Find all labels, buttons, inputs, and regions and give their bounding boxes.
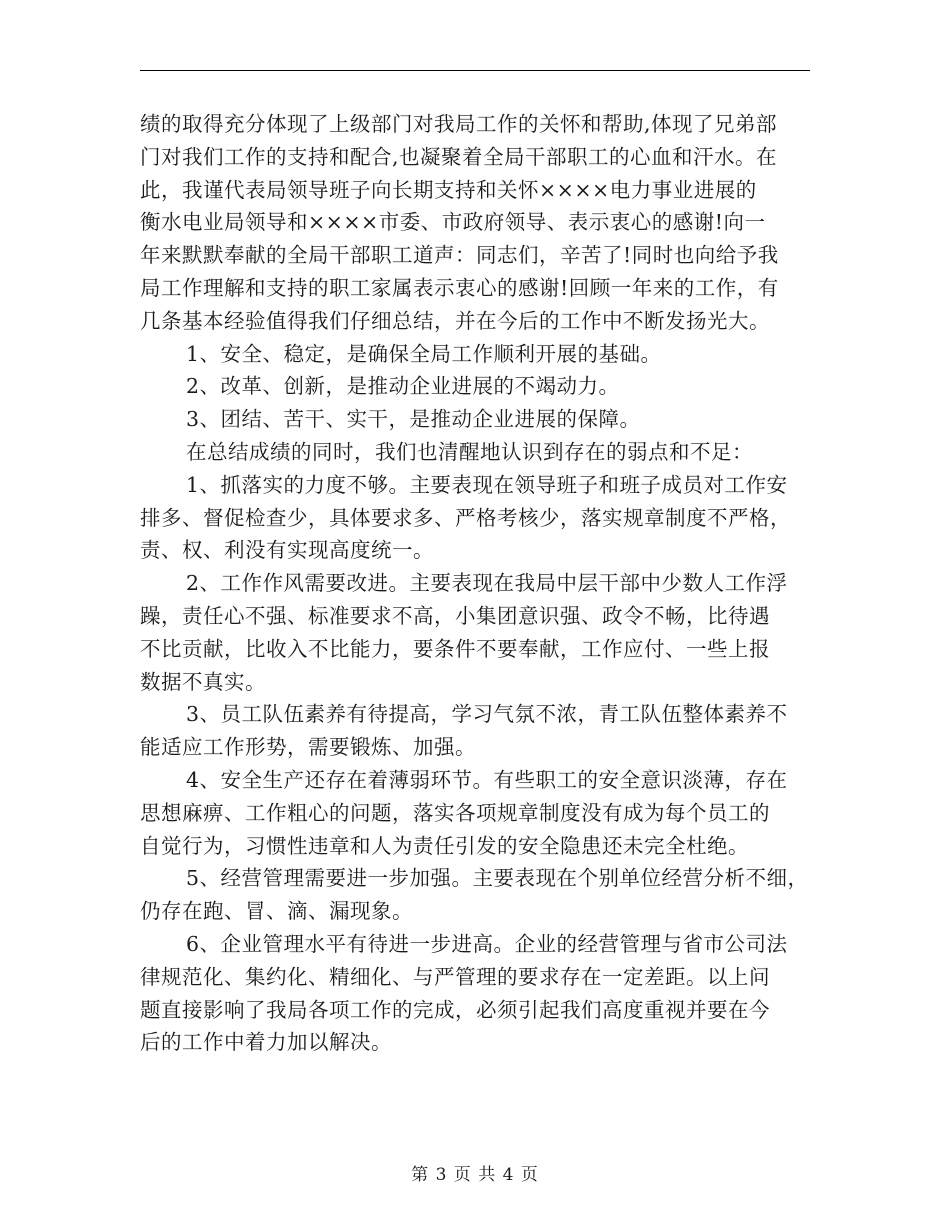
text-line: 责、权、利没有实现高度统一。 xyxy=(140,538,434,563)
paragraph-start-line: 在总结成绩的同时，我们也清醒地认识到存在的弱点和不足： xyxy=(186,439,753,464)
paragraph-start-line: 3、员工队伍素养有待提高，学习气氛不浓，青工队伍整体素养不 xyxy=(186,702,788,727)
text-line: 题直接影响了我局各项工作的完成，必须引起我们高度重视并要在今 xyxy=(140,997,770,1022)
text-line: 几条基本经验值得我们仔细总结，并在今后的工作中不断发扬光大。 xyxy=(140,308,770,333)
text-line: 数据不真实。 xyxy=(140,669,266,694)
paragraph-start-line: 1、安全、稳定，是确保全局工作顺利开展的基础。 xyxy=(186,341,662,366)
text-line: 躁，责任心不强、标准要求不高，小集团意识强、政令不畅，比待遇 xyxy=(140,603,770,628)
paragraph-start-line: 5、经营管理需要进一步加强。主要表现在个别单位经营分析不细， xyxy=(186,866,809,891)
text-line: 能适应工作形势，需要锻炼、加强。 xyxy=(140,735,476,760)
paragraph-start-line: 2、工作作风需要改进。主要表现在我局中层干部中少数人工作浮 xyxy=(186,571,788,596)
header-rule xyxy=(140,70,810,71)
text-line: 不比贡献，比收入不比能力，要条件不要奉献，工作应付、一些上报 xyxy=(140,636,770,661)
paragraph-start-line: 4、安全生产还存在着薄弱环节。有些职工的安全意识淡薄，存在 xyxy=(186,767,788,792)
text-line: 年来默默奉献的全局干部职工道声：同志们，辛苦了!同时也向给予我 xyxy=(140,243,779,268)
text-line: 此，我谨代表局领导班子向长期支持和关怀××××电力事业进展的 xyxy=(140,177,757,202)
document-body xyxy=(140,108,815,1059)
page-footer: 第 3 页 共 4 页 xyxy=(411,1165,539,1185)
paragraph-start-line: 6、企业管理水平有待进一步进高。企业的经营管理与省市公司法 xyxy=(186,931,788,956)
text-line: 律规范化、集约化、精细化、与严管理的要求存在一定差距。以上问 xyxy=(140,964,770,989)
paragraph-start-line: 1、抓落实的力度不够。主要表现在领导班子和班子成员对工作安 xyxy=(186,472,788,497)
text-line: 仍存在跑、冒、滴、漏现象。 xyxy=(140,899,413,924)
text-line: 衡水电业局领导和××××市委、市政府领导、表示衷心的感谢!向一 xyxy=(140,210,766,235)
paragraph-start-line: 3、团结、苦干、实干，是推动企业进展的保障。 xyxy=(186,407,641,432)
text-line: 后的工作中着力加以解决。 xyxy=(140,1030,392,1055)
paragraph-start-line: 2、改革、创新，是推动企业进展的不竭动力。 xyxy=(186,374,620,399)
text-line: 排多、督促检查少，具体要求多、严格考核少，落实规章制度不严格， xyxy=(140,505,791,530)
text-line: 思想麻痹、工作粗心的问题，落实各项规章制度没有成为每个员工的 xyxy=(140,800,770,825)
text-line: 自觉行为，习惯性违章和人为责任引发的安全隐患还未完全杜绝。 xyxy=(140,833,749,858)
text-line: 局工作理解和支持的职工家属表示衷心的感谢!回顾一年来的工作，有 xyxy=(140,275,779,300)
text-line: 门对我们工作的支持和配合,也凝聚着全局干部职工的心血和汗水。在 xyxy=(140,144,778,169)
text-line: 绩的取得充分体现了上级部门对我局工作的关怀和帮助,体现了兄弟部 xyxy=(140,112,778,136)
